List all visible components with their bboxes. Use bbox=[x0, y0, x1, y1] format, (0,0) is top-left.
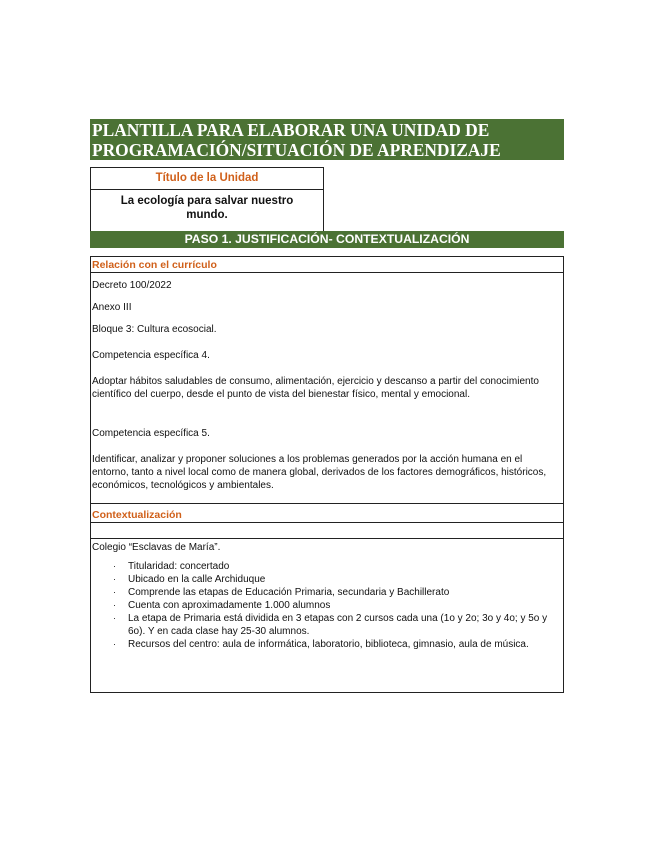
decree-text: Decreto 100/2022 bbox=[92, 280, 172, 291]
section-divider bbox=[91, 522, 563, 523]
list-item-text: Recursos del centro: aula de informática, laboratorio, biblioteca, gimnasio, aula de música. bbox=[128, 639, 529, 650]
document-title-line-1: PLANTILLA PARA ELABORAR UNA UNIDAD DE bbox=[92, 120, 490, 140]
bullet-icon: · bbox=[113, 600, 116, 610]
bullet-icon: · bbox=[113, 574, 116, 584]
annex-text: Anexo III bbox=[92, 302, 132, 313]
unit-title-label: Título de la Unidad bbox=[90, 167, 324, 190]
school-name: Colegio “Esclavas de María”. bbox=[92, 542, 221, 553]
list-item-text: Cuenta con aproximadamente 1.000 alumnos bbox=[128, 600, 331, 611]
bullet-icon: · bbox=[113, 613, 116, 623]
step-heading: PASO 1. JUSTIFICACIÓN- CONTEXTUALIZACIÓN bbox=[90, 231, 564, 248]
list-item-text: Titularidad: concertado bbox=[128, 561, 230, 572]
curriculum-section bbox=[90, 256, 564, 504]
bullet-icon: · bbox=[113, 561, 116, 571]
list-item bbox=[111, 560, 559, 573]
bullet-icon: · bbox=[113, 639, 116, 649]
competence-5-title: Competencia específica 5. bbox=[92, 428, 210, 439]
unit-title-value: La ecología para salvar nuestro mundo. bbox=[90, 189, 324, 231]
competence-5-text: Identificar, analizar y proponer soluciones a los problemas generados por la acción humana en el entorno, tanto a nivel local como de manera global, derivados de los factores demográficos, históricos, económicos, tecnológicos y ambientales. bbox=[92, 454, 547, 491]
list-item-text: La etapa de Primaria está dividida en 3 etapas con 2 cursos cada una (1o y 2o; 3o y 4o; y 5o y 6o). Y en cada clase hay 25-30 alumnos. bbox=[128, 613, 548, 637]
context-section bbox=[90, 538, 564, 693]
list-item-text: Comprende las etapas de Educación Primaria, secundaria y Bachillerato bbox=[128, 587, 450, 598]
list-item bbox=[111, 573, 559, 586]
list-item bbox=[111, 638, 559, 651]
document-title-line-2: PROGRAMACIÓN/SITUACIÓN DE APRENDIZAJE bbox=[92, 140, 501, 160]
competence-4-title: Competencia específica 4. bbox=[92, 350, 210, 361]
bullet-icon: · bbox=[113, 587, 116, 597]
list-item bbox=[111, 612, 559, 638]
competence-4-text: Adoptar hábitos saludables de consumo, alimentación, ejercicio y descanso a partir del conocimiento científico del cuerpo, desde el punto de vista del bienestar físico, mental y emocional. bbox=[92, 376, 539, 400]
list-item bbox=[111, 599, 559, 612]
context-heading: Contextualización bbox=[92, 509, 182, 521]
section-divider bbox=[91, 272, 563, 273]
list-item-text: Ubicado en la calle Archiduque bbox=[128, 574, 266, 585]
context-list bbox=[111, 560, 559, 651]
block-text: Bloque 3: Cultura ecosocial. bbox=[92, 324, 217, 335]
list-item bbox=[111, 586, 559, 599]
context-heading-section bbox=[90, 504, 564, 539]
document-title bbox=[90, 119, 564, 160]
curriculum-heading: Relación con el currículo bbox=[92, 259, 217, 271]
